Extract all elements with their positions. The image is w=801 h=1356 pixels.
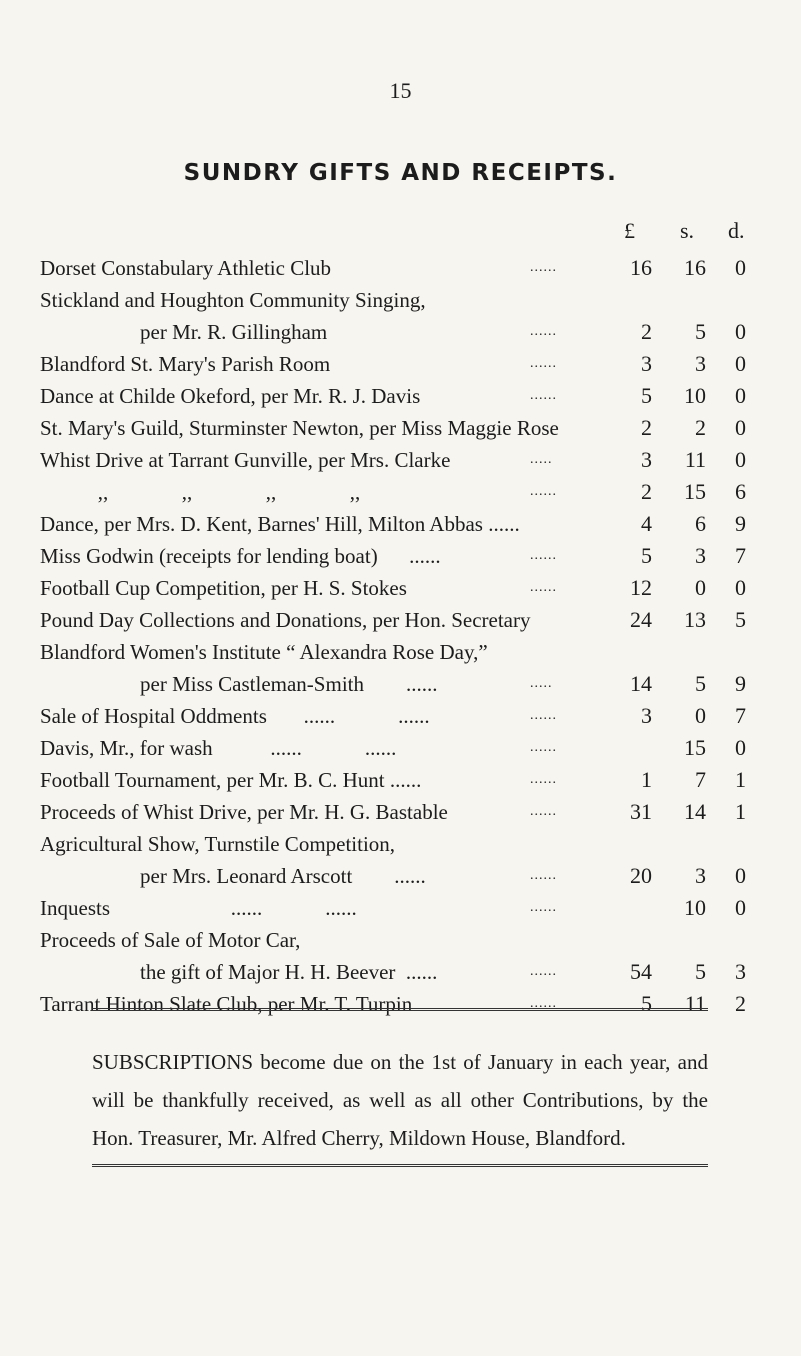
receipt-row [40,252,760,284]
amount-pence: 6 [735,479,746,504]
leader-dots: ...... [530,580,557,595]
amount-pounds: 14 [630,671,652,696]
leader-dots: ...... [530,324,557,339]
amount-pence: 0 [735,895,746,920]
amount-pounds: 12 [630,575,652,600]
receipt-row [40,732,760,764]
receipt-line-1: Dance, per Mrs. D. Kent, Barnes' Hill, Milton Abbas ...... [40,512,520,536]
amount-shillings: 15 [684,479,706,504]
amount-pence: 0 [735,383,746,408]
receipt-description [40,604,531,636]
amount-pounds: 2 [641,415,652,440]
amount-pence: 3 [735,959,746,984]
receipt-row [40,508,760,540]
amount-shillings: 11 [684,991,706,1016]
receipt-line-2: per Mrs. Leonard Arscott ...... [140,864,426,888]
receipt-description [40,252,331,284]
amount-pounds: 5 [641,991,652,1016]
receipt-line-1: St. Mary's Guild, Sturminster Newton, per Miss Maggie Rose [40,416,559,440]
amount-pounds: 1 [641,767,652,792]
amount-pence: 0 [735,735,746,760]
receipt-row [40,284,760,348]
receipt-row [40,540,760,572]
receipt-description [40,988,412,1020]
amount-pence: 1 [735,767,746,792]
leader-dots: ...... [530,996,557,1011]
amount-pence: 0 [735,575,746,600]
amount-shillings: 14 [684,799,706,824]
receipt-row [40,604,760,636]
amount-shillings: 16 [684,255,706,280]
amount-pence: 0 [735,415,746,440]
receipt-row [40,572,760,604]
receipt-description [40,284,426,348]
receipt-row [40,924,760,988]
receipt-line-1: Whist Drive at Tarrant Gunville, per Mrs. Clarke [40,448,451,472]
receipt-description [40,540,441,572]
receipt-line-1: Proceeds of Sale of Motor Car, [40,928,301,952]
amount-pounds: 5 [641,383,652,408]
leader-dots: ...... [530,260,557,275]
receipt-row [40,444,760,476]
receipt-line-1: Tarrant Hinton Slate Club, per Mr. T. Turpin [40,992,413,1016]
receipt-description [40,828,426,892]
column-head-shillings: s. [680,218,695,243]
leader-dots: ...... [530,356,557,371]
receipt-line-1: Dance at Childe Okeford, per Mr. R. J. Davis [40,384,421,408]
leader-dots: ...... [530,548,557,563]
receipt-line-1: Proceeds of Whist Drive, per Mr. H. G. Bastable [40,800,448,824]
receipt-line-2: per Mr. R. Gillingham [140,320,328,344]
amount-pence: 0 [735,447,746,472]
receipt-row [40,412,760,444]
receipt-row [40,380,760,412]
amount-shillings: 3 [695,351,706,376]
receipt-line-1: Davis, Mr., for wash ...... ...... [40,736,397,760]
receipt-row [40,700,760,732]
amount-pounds: 5 [641,543,652,568]
notice [92,1043,708,1157]
amount-pounds: 20 [630,863,652,888]
receipt-description [40,636,488,700]
receipt-description [40,892,357,924]
receipt-line-1: Sale of Hospital Oddments ...... ...... [40,704,430,728]
leader-dots: ...... [530,772,557,787]
amount-shillings: 11 [684,447,706,472]
receipt-description [40,764,421,796]
receipt-description [40,348,330,380]
amount-shillings: 7 [695,767,706,792]
receipt-line-1: Miss Godwin (receipts for lending boat) ...... [40,544,441,568]
subscriptions-notice: SUBSCRIPTIONS become due on the 1st of January in each year, and will be thankfully received, as well as all other Contributions, by the Hon. Treasurer, Mr. Alfred Cherry, Mildown House, Blandford. [92,1050,708,1150]
receipt-description [40,476,360,508]
receipt-row [40,892,760,924]
amount-pence: 0 [735,863,746,888]
receipt-row [40,476,760,508]
receipt-description [40,796,448,828]
leader-dots: ...... [530,388,557,403]
receipt-row [40,988,760,1020]
page-number: 15 [389,78,412,103]
amount-pounds: 24 [630,607,652,632]
receipt-description [40,412,559,444]
receipt-description [40,700,430,732]
column-head-pounds: £ [624,218,635,243]
amount-pounds: 2 [641,479,652,504]
receipt-description [40,924,437,988]
receipt-line-1: Football Cup Competition, per H. S. Stokes [40,576,407,600]
amount-pence: 1 [735,799,746,824]
amount-pence: 7 [735,543,746,568]
receipts-list [40,252,760,1020]
amount-pence: 9 [735,671,746,696]
amount-shillings: 10 [684,895,706,920]
amount-shillings: 5 [695,319,706,344]
amount-shillings: 15 [684,735,706,760]
receipt-row [40,828,760,892]
leader-dots: ...... [530,708,557,723]
receipt-line-1: Blandford St. Mary's Parish Room [40,352,331,376]
leader-dots: ..... [530,452,553,467]
leader-dots: ..... [530,676,553,691]
receipt-description [40,508,520,540]
amount-pence: 0 [735,319,746,344]
amount-pounds: 3 [641,351,652,376]
amount-pounds: 31 [630,799,652,824]
amount-shillings: 3 [695,863,706,888]
receipt-row [40,796,760,828]
amount-pounds: 2 [641,319,652,344]
amount-pence: 2 [735,991,746,1016]
amount-pounds: 3 [641,703,652,728]
receipt-line-1: Stickland and Houghton Community Singing, [40,288,426,312]
leader-dots: ...... [530,964,557,979]
amount-shillings: 6 [695,511,706,536]
amount-shillings: 2 [695,415,706,440]
receipt-row [40,764,760,796]
receipt-line-1: Pound Day Collections and Donations, per Hon. Secretary [40,608,531,632]
top-rule [92,1008,708,1011]
amount-pence: 0 [735,351,746,376]
amount-pence: 5 [735,607,746,632]
amount-shillings: 3 [695,543,706,568]
receipt-row [40,636,760,700]
amount-pence: 7 [735,703,746,728]
amount-pence: 0 [735,255,746,280]
receipt-description [40,444,450,476]
receipt-description [40,572,407,604]
amount-shillings: 10 [684,383,706,408]
leader-dots: ...... [530,804,557,819]
amount-shillings: 0 [695,575,706,600]
leader-dots: ...... [530,740,557,755]
receipt-row [40,348,760,380]
amount-shillings: 13 [684,607,706,632]
receipt-line-1: Blandford Women's Institute “ Alexandra Rose Day,” [40,640,488,664]
amount-pounds: 4 [641,511,652,536]
leader-dots: ...... [530,484,557,499]
receipt-description [40,380,420,412]
amount-pence: 9 [735,511,746,536]
receipt-line-1: Agricultural Show, Turnstile Competition, [40,832,396,856]
amount-pounds: 16 [630,255,652,280]
receipt-description [40,732,396,764]
receipt-line-1: ,, ,, ,, ,, [40,480,361,504]
receipt-line-1: Football Tournament, per Mr. B. C. Hunt ...... [40,768,422,792]
receipt-line-2: the gift of Major H. H. Beever ...... [140,960,438,984]
receipt-line-1: Dorset Constabulary Athletic Club [40,256,332,280]
amount-pounds: 3 [641,447,652,472]
receipt-line-2: per Miss Castleman-Smith ...... [140,672,438,696]
bottom-rule [92,1164,708,1167]
amount-pounds: 54 [630,959,652,984]
column-head-pence: d. [728,218,745,243]
amount-shillings: 5 [695,671,706,696]
leader-dots: ...... [530,868,557,883]
page-heading: SUNDRY GIFTS AND RECEIPTS. [183,160,618,186]
receipt-line-1: Inquests ...... ...... [40,896,357,920]
amount-shillings: 0 [695,703,706,728]
amount-shillings: 5 [695,959,706,984]
leader-dots: ...... [530,900,557,915]
